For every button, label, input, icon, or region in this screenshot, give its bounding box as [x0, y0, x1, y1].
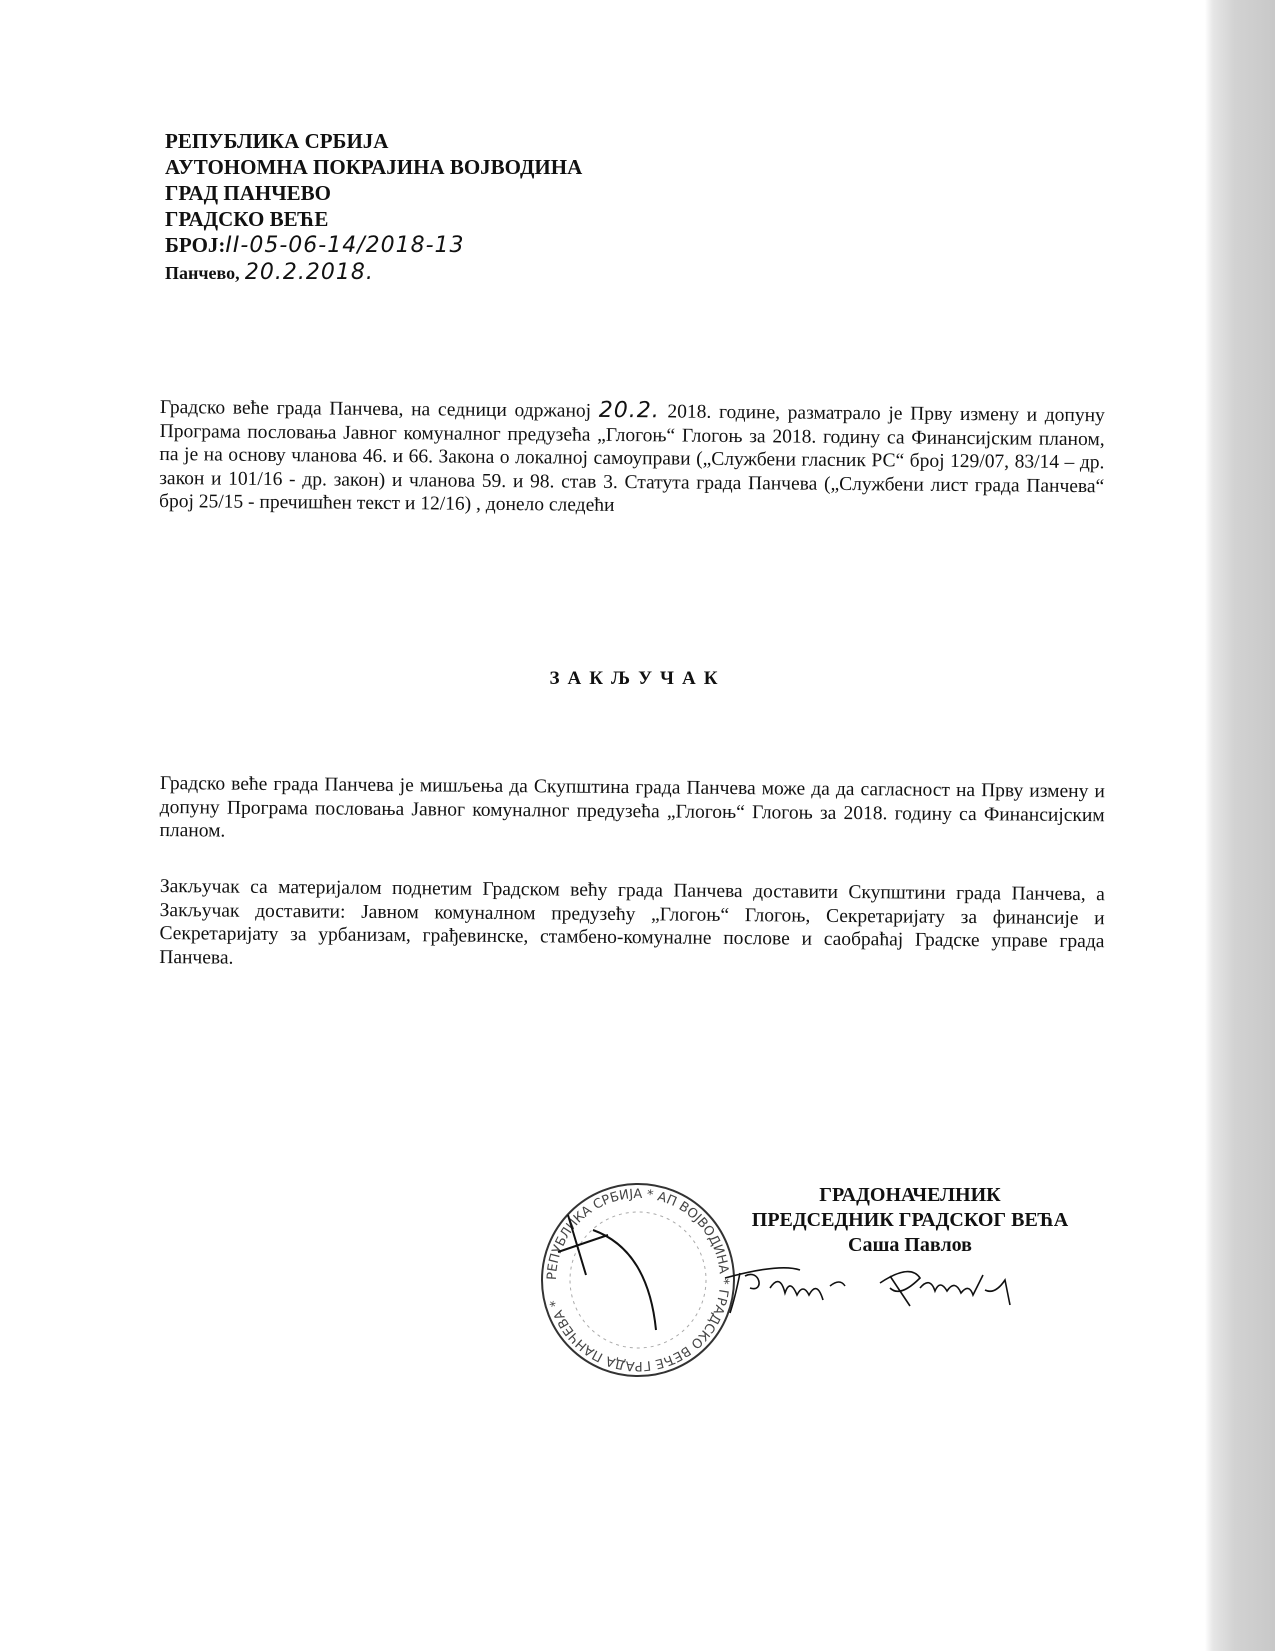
official-stamp — [538, 1180, 738, 1380]
document-title: ЗАКЉУЧАК — [549, 668, 726, 689]
number-handwritten: II-05-06-14/2018-13 — [225, 233, 465, 258]
header-city: ГРАД ПАНЧЕВО — [165, 181, 331, 205]
scan-shadow-edge — [1205, 0, 1275, 1651]
header-province: АУТОНОМНА ПОКРАЈИНА ВОЈВОДИНА — [165, 155, 583, 179]
svg-text:РЕПУБЛИКА СРБИЈА * АП ВОЈВОДИН: РЕПУБЛИКА СРБИЈА * АП ВОЈВОДИНА * ГРАДСКО ВЕЋЕ ГРАДА ПАНЧЕВА * — [544, 1186, 732, 1374]
handwritten-signature — [720, 1258, 1050, 1318]
number-label: БРОЈ: — [165, 233, 226, 257]
conclusion-paragraph-2: Закључак са материјалом поднетим Градском већу града Панчева доставити Скупштини града Панчева, а Закључак доставити: Јавном комуналном предузећу „Глогоњ“ Глогоњ, Секретаријату за финансије и Секретаријату за урбанизам, грађевинске, стамбено-комуналне послове и саобраћај Градске управе града Панчева. — [159, 875, 1105, 969]
header-council: ГРАДСКО ВЕЋЕ — [165, 207, 329, 231]
signatory-title-mayor: ГРАДОНАЧЕЛНИК — [819, 1184, 1001, 1206]
session-date-handwritten: 20.2. — [598, 397, 660, 424]
preamble-paragraph — [159, 395, 1105, 522]
signature-block — [740, 1183, 1080, 1258]
preamble-start: Градско веће града Панчева, на седници одржаној — [159, 396, 599, 422]
place-label: Панчево, — [165, 263, 240, 283]
date-handwritten: 20.2.2018. — [244, 260, 374, 285]
conclusion-paragraph-1: Градско веће града Панчева је мишљења да Скупштина града Панчева може да да сагласност на Прву измену и допуну Програма пословања Јавног комуналног предузећа „Глогоњ“ Глогоњ за 2018. годину са Финансијским планом. — [159, 772, 1105, 842]
signatory-name: Саша Павлов — [848, 1234, 972, 1256]
document-header — [165, 128, 582, 286]
signatory-title-president: ПРЕДСЕДНИК ГРАДСКОГ ВЕЋА — [751, 1209, 1069, 1231]
preamble-rest: 2018. године, разматрало је Прву измену и допуну Програма пословања Јавног комуналног предузећа „Глогоњ“ Глогоњ за 2018. годину са Финансијским планом, па је на основу чланова 46. и 66. Закона о локалној самоуправи („Службени гласник РС“ број 129/07, 83/14 – др. закон и 101/16 - др. закон) и чланова 59. и 98. став 3. Статута града Панчева („Службени лист града Панчева“ број 25/15 - пречишћен текст и 12/16) , донело следећи — [158, 401, 1105, 516]
header-country: РЕПУБЛИКА СРБИЈА — [165, 129, 389, 153]
header-number — [165, 232, 582, 259]
header-place-date — [165, 259, 582, 286]
